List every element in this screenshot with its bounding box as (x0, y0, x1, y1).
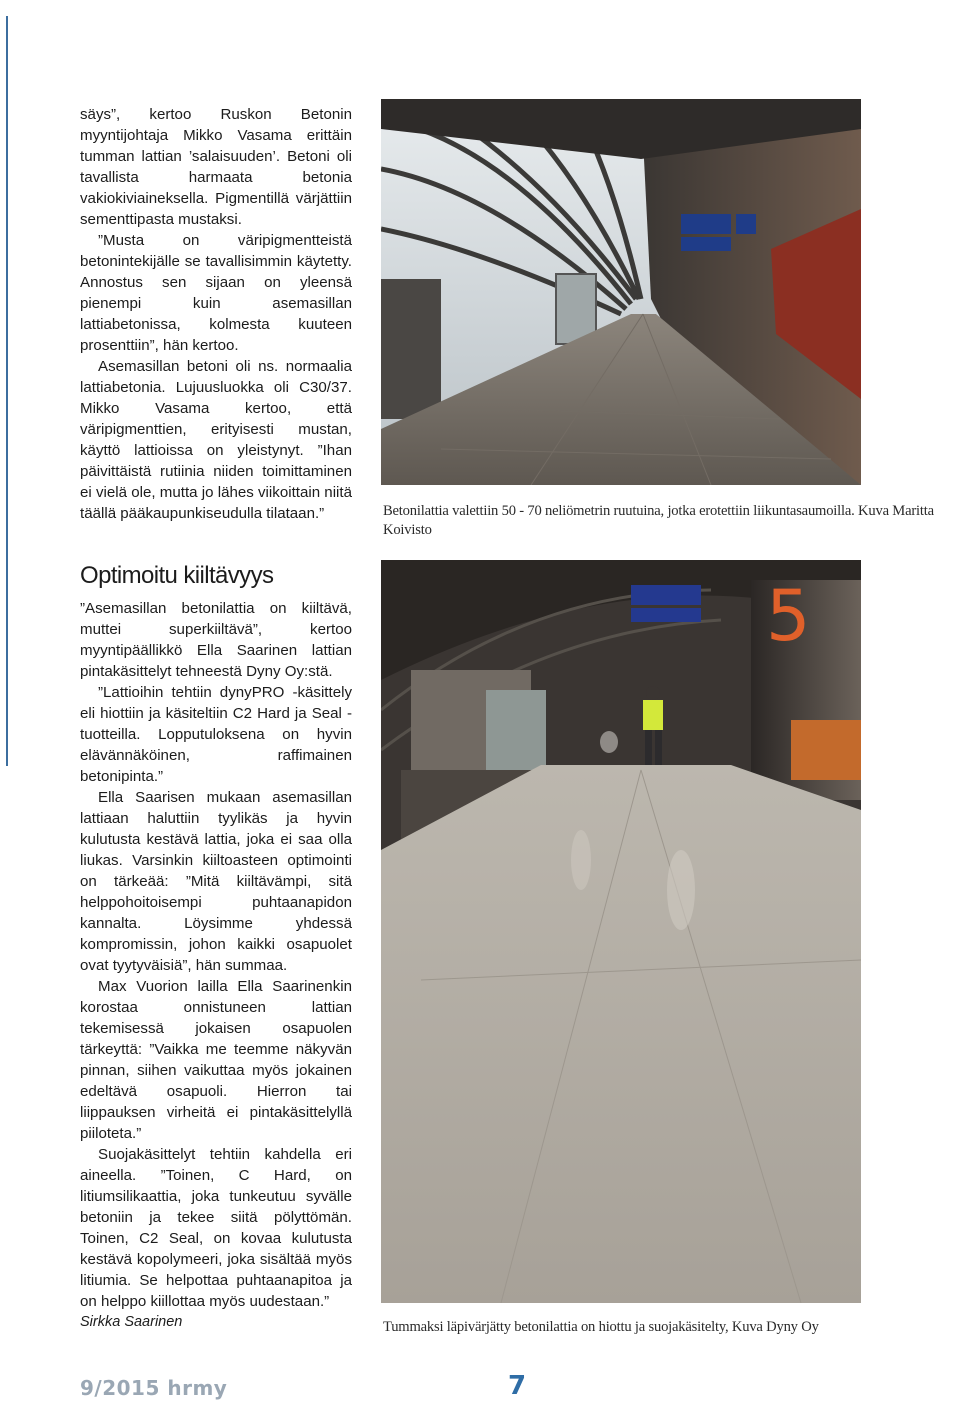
author-signature: Sirkka Saarinen (80, 1314, 183, 1330)
page-number: 7 (508, 1371, 527, 1401)
paragraph: säys”, kertoo Ruskon Betonin myyntijohtaja Mikko Vasama erittäin tumman lattian ’salaisuuden’. Betoni oli tavallista harmaata betonia vakiokiviaineksella. Pigmentillä värjättiin sementtipasta mustaksi. (80, 106, 352, 228)
paragraph: Ella Saarisen mukaan asemasillan lattiaan haluttiin tyylikäs ja hyvin kulutusta kestävä lattia, joka ei saa olla liukas. Varsinkin kiiltoasteen optimointi on tärkeää: ”Mitä kiiltävämpi, sitä helppohoitoisempi puhtaanapidon kannalta. Löysimme yhdessä kompromissin, johon kaikki osapuolet ovat tyytyväisiä”, hän summaa. (80, 789, 352, 974)
paragraph: Asemasillan betoni oli ns. normaalia lattiabetonia. Lujuusluokka oli C30/37. Mikko Vasama kertoo, että väripigmenttien, erityisesti mustan, käyttö lattioissa on yleistynyt. ”Ihan päivittäistä rutiinia niiden toimittaminen ei vielä ole, mutta jo lähes viikoittain niitä täällä pääkaupunkiseudulla tilataan.” (80, 358, 352, 522)
paragraph: ”Musta on väripigmentteistä betonintekijälle se tavallisimmin käytetty. Annostus sen sijaan on yleensä pienempi kuin asemasillan lattiabetonissa, kolmesta kuuteen prosenttiin”, hän kertoo. (80, 232, 352, 354)
article-column-top (80, 104, 352, 524)
svg-text:5: 5 (766, 575, 811, 657)
paragraph: ”Asemasillan betonilattia on kiiltävä, muttei superkiiltävä”, kertoo myyntipäällikkö Ella Saarinen lattian pintakäsittelyt tehneestä Dyny Oy:stä. (80, 600, 352, 680)
station-corridor-photo (381, 99, 861, 485)
photo2-caption: Tummaksi läpivärjätty betonilattia on hiottu ja suojakäsitelty, Kuva Dyny Oy (383, 1319, 819, 1335)
floor-polishing-photo (381, 560, 861, 1303)
photo1-caption: Betonilattia valettiin 50 - 70 neliömetrin ruutuina, jotka erotettiin liikuntasaumoilla. Kuva Maritta Koivisto (383, 503, 934, 538)
page-edge-line (6, 16, 8, 766)
section-heading: Optimoitu kiiltävyys (80, 562, 274, 589)
paragraph: Suojakäsittelyt tehtiin kahdella eri aineella. ”Toinen, C Hard, on litiumsilikaattia, joka tunkeutuu syvälle betoniin ja tekee siitä pölyttömän. Toinen, C2 Seal, on kovaa kulutusta kestävä kopolymeeri, joka sisältää myös litiumia. Se helpottaa puhtaanapitoa ja on helppo kiillottaa myös uudestaan.” (80, 1146, 352, 1310)
paragraph: ”Lattioihin tehtiin dynyPRO -käsittely eli hiottiin ja käsiteltiin C2 Hard ja Seal -tuotteilla. Lopputuloksena on hyvin elävännäköinen, raffimainen betonipinta.” (80, 684, 352, 785)
article-column-main (80, 598, 352, 1333)
magazine-issue: 9/2015 hrmy (80, 1376, 228, 1400)
paragraph: Max Vuorion lailla Ella Saarinenkin korostaa onnistuneen lattian tekemisessä jokaisen osapuolen tärkeyttä: ”Vaikka me teemme näkyvän pinnan, siihen vaikuttaa myös jokainen edeltävä osapuoli. Hierron tai liippauksen virheitä ei pintakäsittelyllä piiloteta.” (80, 978, 352, 1142)
